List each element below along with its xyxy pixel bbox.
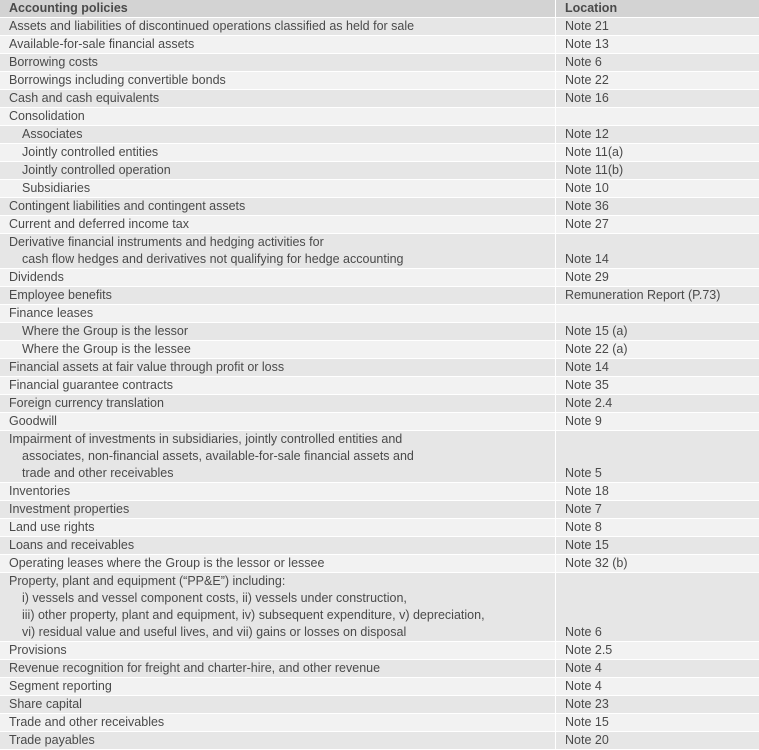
policy-cell — [0, 18, 555, 35]
policy-cell — [0, 555, 555, 572]
policy-text: Revenue recognition for freight and charter-hire, and other revenue — [9, 661, 381, 675]
policy-text: iii) other property, plant and equipment, iv) subsequent expenditure, v) depreciation, — [22, 608, 485, 622]
location-text: Note 4 — [565, 679, 602, 693]
table-row — [0, 413, 759, 431]
table-row — [0, 359, 759, 377]
policy-cell — [0, 180, 555, 197]
table-row — [0, 642, 759, 660]
location-cell — [555, 696, 759, 713]
location-text: Note 13 — [565, 37, 609, 51]
location-text: Note 10 — [565, 181, 609, 195]
policy-text: Consolidation — [9, 109, 85, 123]
location-text: Note 2.4 — [565, 396, 613, 410]
location-text: Note 6 — [565, 55, 602, 69]
table-row — [0, 377, 759, 395]
location-text: Note 15 — [565, 715, 609, 729]
table-row — [0, 198, 759, 216]
policy-text: Derivative financial instruments and hedging activities for — [9, 235, 324, 249]
header-location-cell — [555, 0, 759, 17]
table-row — [0, 537, 759, 555]
policy-text: cash flow hedges and derivatives not qualifying for hedge accounting — [22, 252, 404, 266]
policy-cell — [0, 537, 555, 554]
location-text: Note 14 — [565, 360, 609, 374]
table-row — [0, 341, 759, 359]
policy-cell — [0, 162, 555, 179]
location-text: Note 7 — [565, 502, 602, 516]
policy-cell — [0, 305, 555, 322]
location-cell — [555, 180, 759, 197]
policy-text: Finance leases — [9, 306, 94, 320]
policy-cell — [0, 198, 555, 215]
location-cell — [555, 287, 759, 304]
location-text: Note 4 — [565, 661, 602, 675]
policy-cell — [0, 36, 555, 53]
policy-text: Loans and receivables — [9, 538, 135, 552]
location-cell — [555, 54, 759, 71]
policy-text: Current and deferred income tax — [9, 217, 189, 231]
location-cell — [555, 18, 759, 35]
table-row — [0, 519, 759, 537]
table-row — [0, 555, 759, 573]
policy-cell — [0, 72, 555, 89]
policy-text: Impairment of investments in subsidiaries, jointly controlled entities and — [9, 432, 403, 446]
header-location: Location — [565, 1, 618, 15]
location-text: Note 15 — [565, 538, 609, 552]
policy-text: Associates — [22, 127, 83, 141]
policy-cell — [0, 573, 555, 641]
location-cell — [555, 431, 759, 482]
location-cell — [555, 36, 759, 53]
policy-text: Borrowings including convertible bonds — [9, 73, 226, 87]
policy-text: i) vessels and vessel component costs, ii) vessels under construction, — [22, 591, 407, 605]
policy-text: Subsidiaries — [22, 181, 91, 195]
table-row — [0, 144, 759, 162]
policy-text: vi) residual value and useful lives, and vii) gains or losses on disposal — [22, 625, 407, 639]
location-cell — [555, 732, 759, 749]
policy-cell — [0, 501, 555, 518]
policy-text: Foreign currency translation — [9, 396, 164, 410]
location-text: Note 9 — [565, 414, 602, 428]
table-row — [0, 660, 759, 678]
location-text: Note 22 (a) — [565, 342, 628, 356]
table-row — [0, 108, 759, 126]
location-cell — [555, 341, 759, 358]
policy-text: Investment properties — [9, 502, 130, 516]
policy-cell — [0, 377, 555, 394]
location-text — [565, 305, 759, 322]
location-text: Note 11(a) — [565, 145, 624, 159]
table-header-row — [0, 0, 759, 18]
policy-cell — [0, 269, 555, 286]
policy-cell — [0, 90, 555, 107]
table-row — [0, 732, 759, 750]
location-text: Note 5 — [565, 466, 602, 480]
table-row — [0, 483, 759, 501]
policy-cell — [0, 234, 555, 268]
policy-text: Available-for-sale financial assets — [9, 37, 195, 51]
location-cell — [555, 377, 759, 394]
location-cell — [555, 234, 759, 268]
policy-text: Where the Group is the lessor — [22, 324, 189, 338]
policy-text: Inventories — [9, 484, 71, 498]
location-cell — [555, 108, 759, 125]
table-row — [0, 216, 759, 234]
location-text: Note 2.5 — [565, 643, 613, 657]
table-row — [0, 90, 759, 108]
location-text: Note 6 — [565, 625, 602, 639]
policy-text: Jointly controlled operation — [22, 163, 171, 177]
policy-cell — [0, 395, 555, 412]
location-text: Note 15 (a) — [565, 324, 628, 338]
location-text: Note 36 — [565, 199, 609, 213]
table-row — [0, 431, 759, 483]
policy-text: Goodwill — [9, 414, 57, 428]
table-row — [0, 18, 759, 36]
policy-text: Financial assets at fair value through profit or loss — [9, 360, 285, 374]
location-text: Note 27 — [565, 217, 609, 231]
location-text — [565, 108, 759, 125]
policy-text: Employee benefits — [9, 288, 112, 302]
location-cell — [555, 359, 759, 376]
table-row — [0, 323, 759, 341]
policy-cell — [0, 341, 555, 358]
location-cell — [555, 305, 759, 322]
location-cell — [555, 126, 759, 143]
header-policy: Accounting policies — [9, 1, 128, 15]
location-cell — [555, 144, 759, 161]
table-row — [0, 714, 759, 732]
table-row — [0, 501, 759, 519]
policy-cell — [0, 696, 555, 713]
policy-text: Share capital — [9, 697, 82, 711]
policy-cell — [0, 287, 555, 304]
policy-cell — [0, 54, 555, 71]
policy-text: Jointly controlled entities — [22, 145, 159, 159]
location-cell — [555, 395, 759, 412]
location-text: Remuneration Report (P.73) — [565, 288, 721, 302]
location-text: Note 20 — [565, 733, 609, 747]
location-text: Note 21 — [565, 19, 609, 33]
policy-cell — [0, 660, 555, 677]
table-row — [0, 180, 759, 198]
policy-cell — [0, 323, 555, 340]
table-row — [0, 269, 759, 287]
location-cell — [555, 678, 759, 695]
policy-text: Contingent liabilities and contingent assets — [9, 199, 246, 213]
table-row — [0, 696, 759, 714]
policy-text: Operating leases where the Group is the lessor or lessee — [9, 556, 325, 570]
location-cell — [555, 555, 759, 572]
location-text: Note 35 — [565, 378, 609, 392]
table-row — [0, 573, 759, 642]
policy-cell — [0, 714, 555, 731]
policy-text: Trade and other receivables — [9, 715, 165, 729]
policy-cell — [0, 483, 555, 500]
location-text: Note 16 — [565, 91, 609, 105]
location-text: Note 22 — [565, 73, 609, 87]
policy-text: trade and other receivables — [22, 466, 174, 480]
policy-cell — [0, 642, 555, 659]
policy-text: Assets and liabilities of discontinued operations classified as held for sale — [9, 19, 415, 33]
policy-text: Borrowing costs — [9, 55, 98, 69]
location-cell — [555, 660, 759, 677]
location-text: Note 8 — [565, 520, 602, 534]
location-text: Note 29 — [565, 270, 609, 284]
location-cell — [555, 269, 759, 286]
location-cell — [555, 413, 759, 430]
policy-cell — [0, 413, 555, 430]
policy-text: Financial guarantee contracts — [9, 378, 173, 392]
policy-cell — [0, 108, 555, 125]
policy-text: Where the Group is the lessee — [22, 342, 191, 356]
location-text: Note 12 — [565, 127, 609, 141]
table-row — [0, 678, 759, 696]
table-row — [0, 162, 759, 180]
location-text: Note 18 — [565, 484, 609, 498]
location-text: Note 11(b) — [565, 163, 624, 177]
location-cell — [555, 72, 759, 89]
location-cell — [555, 642, 759, 659]
location-cell — [555, 216, 759, 233]
policy-text: Dividends — [9, 270, 64, 284]
policy-text: Provisions — [9, 643, 67, 657]
policy-cell — [0, 359, 555, 376]
policy-text: associates, non-financial assets, available-for-sale financial assets and — [22, 449, 414, 463]
table-row — [0, 36, 759, 54]
policy-cell — [0, 519, 555, 536]
location-cell — [555, 537, 759, 554]
policy-cell — [0, 126, 555, 143]
table-row — [0, 287, 759, 305]
location-text: Note 14 — [565, 252, 609, 266]
location-cell — [555, 162, 759, 179]
policy-text: Trade payables — [9, 733, 95, 747]
policy-cell — [0, 732, 555, 749]
location-cell — [555, 501, 759, 518]
policy-cell — [0, 144, 555, 161]
header-policy-cell — [0, 0, 555, 17]
location-cell — [555, 323, 759, 340]
policy-cell — [0, 678, 555, 695]
table-row — [0, 72, 759, 90]
table-row — [0, 305, 759, 323]
policy-cell — [0, 216, 555, 233]
table-row — [0, 395, 759, 413]
policy-text: Segment reporting — [9, 679, 112, 693]
location-cell — [555, 198, 759, 215]
table-row — [0, 126, 759, 144]
table-row — [0, 234, 759, 269]
location-cell — [555, 483, 759, 500]
policy-text: Property, plant and equipment (“PP&E”) including: — [9, 574, 286, 588]
location-cell — [555, 714, 759, 731]
policy-text: Land use rights — [9, 520, 95, 534]
location-text: Note 23 — [565, 697, 609, 711]
location-cell — [555, 90, 759, 107]
policy-cell — [0, 431, 555, 482]
table-row — [0, 54, 759, 72]
table-body — [0, 18, 759, 750]
location-text: Note 32 (b) — [565, 556, 628, 570]
location-cell — [555, 519, 759, 536]
location-cell — [555, 573, 759, 641]
policy-text: Cash and cash equivalents — [9, 91, 160, 105]
